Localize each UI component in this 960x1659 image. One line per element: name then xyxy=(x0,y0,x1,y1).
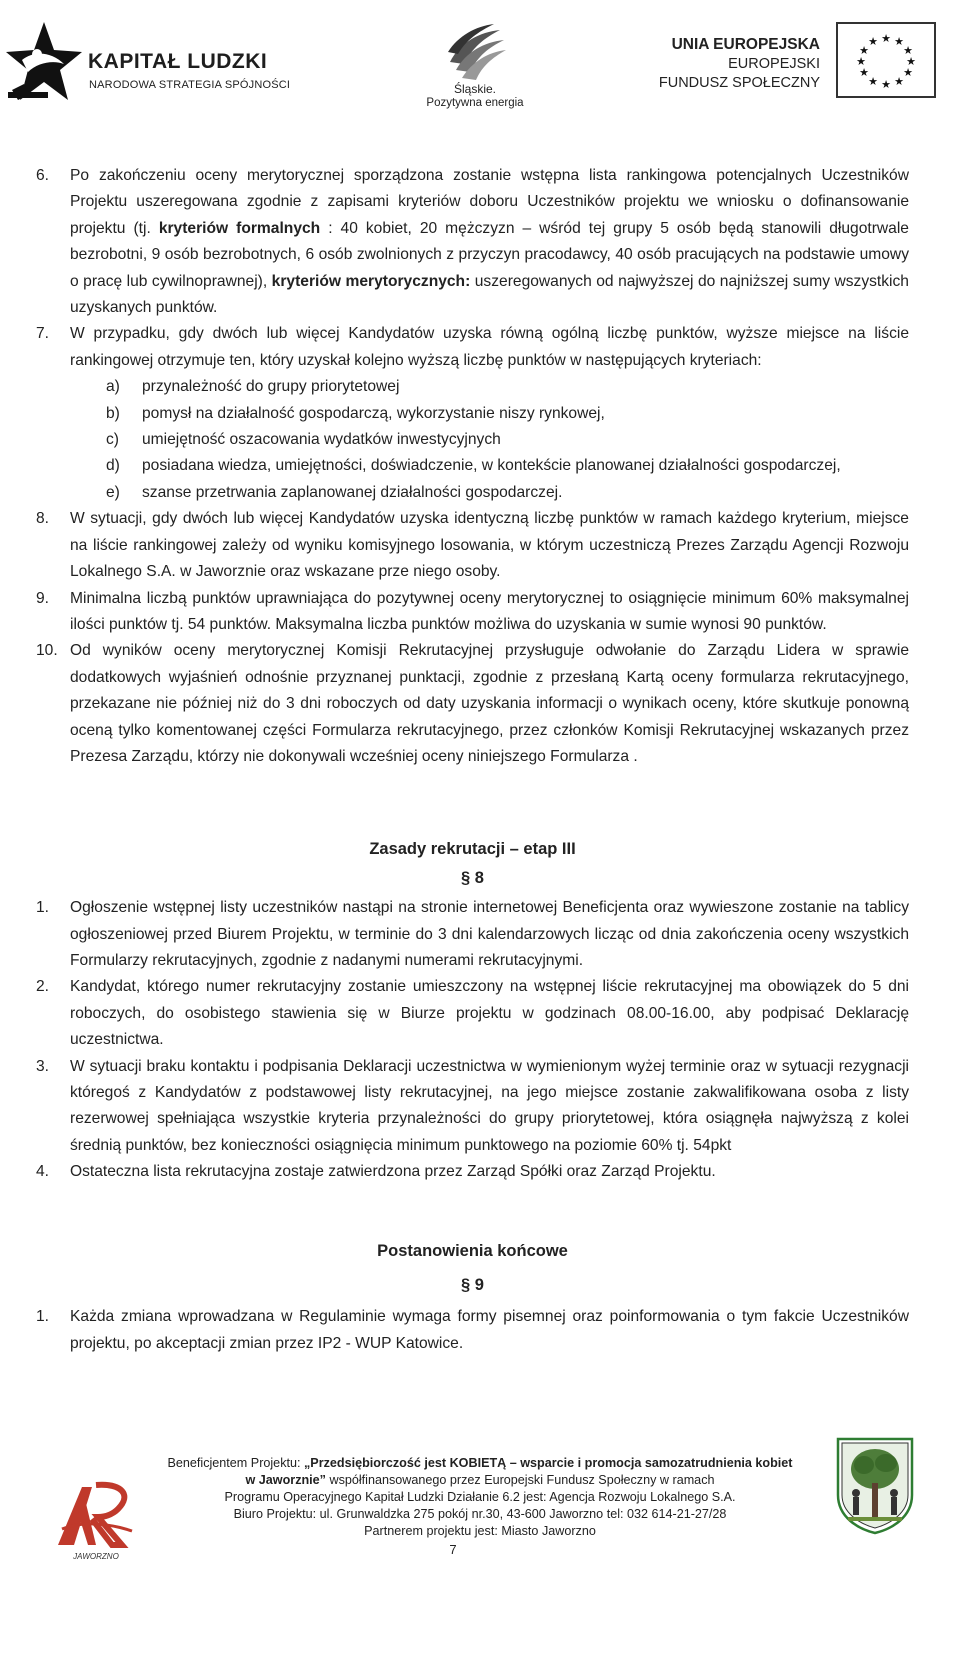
footer-line2: współfinansowanego przez Europejski Fundusz Społeczny w ramach xyxy=(325,1473,715,1487)
sub-item-e xyxy=(36,480,909,506)
item-bold-text: kryteriów merytorycznych: xyxy=(271,272,471,290)
kapital-ludzki-logo xyxy=(4,20,294,110)
svg-text:★: ★ xyxy=(856,55,866,68)
sub-item-a xyxy=(36,374,909,400)
item-text: Kandydat, którego numer rekrutacyjny zostanie umieszczony na wstępnej liście rekrutacyjnej ma obowiązek do 5 dni roboczych, do osobistego stawienia się w Biurze projektu w godzinach 08.00-16.00, aby podpisać Deklarację uczestnictwa. xyxy=(70,978,909,1049)
eu-line-1: UNIA EUROPEJSKA xyxy=(671,36,820,53)
sub-item-text: szanse przetrwania zaplanowanej działalności gospodarczej. xyxy=(142,483,563,501)
list-item-7 xyxy=(36,321,909,374)
coat-of-arms-icon xyxy=(834,1435,916,1535)
svg-text:★: ★ xyxy=(868,75,878,88)
page-header xyxy=(0,0,960,140)
slaskie-name: Śląskie. xyxy=(453,82,497,96)
paragraph-mark-8: § 8 xyxy=(461,868,484,887)
item-number: 7. xyxy=(36,325,50,343)
svg-text:★: ★ xyxy=(903,66,913,79)
section-title-recruitment: Zasady rekrutacji – etap III xyxy=(369,840,576,859)
item-text: Minimalna liczbą punktów uprawniająca do pozytywnej oceny merytorycznej to osiągnięcie minimum 60% maksymalnej ilości punktów tj. 54 punktów. Maksymalna liczba punktów możliwa do uzyskania w sumie wynosi 90 punktów. xyxy=(70,589,909,633)
footer-project-name: „Przedsiębiorczość jest KOBIETĄ – wsparcie i promocja samozatrudnienia kobiet xyxy=(304,1456,793,1470)
jaworzno-crest xyxy=(834,1435,916,1535)
svg-text:★: ★ xyxy=(903,44,913,57)
list-item-s3-1 xyxy=(36,895,909,974)
svg-text:★: ★ xyxy=(868,35,878,48)
list-item-10 xyxy=(36,638,909,770)
item-text: Ogłoszenie wstępnej listy uczestników nastąpi na stronie internetowej Beneficjenta oraz wywieszone zostanie na tablicy ogłoszeniowej przed Biurem Projektu, w terminie do 3 dni kalendarzowych licząc od dnia zakończenia oceny wszystkich Formularzy rekrutacyjnych, zgodnie z nadanymi numerami rekrutacyjnymi. xyxy=(70,899,909,969)
svg-text:★: ★ xyxy=(894,35,904,48)
slaskie-logo xyxy=(420,22,540,117)
list-item-s3-2 xyxy=(36,974,909,1053)
slaskie-emblem-icon xyxy=(420,22,530,82)
item-number: 10. xyxy=(36,642,58,660)
list-item-s4-1 xyxy=(36,1304,909,1357)
eu-line-2: EUROPEJSKI xyxy=(728,56,820,72)
item-text: W przypadku, gdy dwóch lub więcej Kandydatów uzyska równą ogólną liczbę punktów, wyższe miejsce na liście rankingowej otrzymuje ten, który uzyskał kolejno wyższą liczbę punktów w następujących kryteriach: xyxy=(70,325,909,369)
paragraph-mark-9: § 9 xyxy=(461,1276,484,1295)
item-text: : 40 kobiet, 20 mężczyzn – wśród tej grupy 5 osób będą stanowili długotrwale bezrobotni, 9 osób bezrobotnych, 6 osób zwolnionych z przyczyn pracodawcy, 40 osób pracujących na podstawie umowy o pracę lub cywilnoprawnej), xyxy=(70,219,909,290)
list-item-s3-4 xyxy=(36,1159,909,1185)
page-number: 7 xyxy=(449,1542,457,1557)
svg-text:★: ★ xyxy=(881,32,891,45)
section-title-final-provisions: Postanowienia końcowe xyxy=(377,1241,568,1260)
item-number: 8. xyxy=(36,510,50,528)
item-text: uszeregowanych od najwyższej do najniższej sumy wszystkich uzyskanych punktów. xyxy=(70,272,909,317)
item-text: W sytuacji, gdy dwóch lub więcej Kandydatów uzyska identyczną liczbę punktów w ramach każdego kryterium, miejsce na liście rankingowej zależy od wyniku komisyjnego losowania, w którym uczestniczą Prezes Zarządu Agencji Rozwoju Lokalnego S.A. w Jaworznie oraz wskazane prze niego osoby. xyxy=(70,510,909,581)
sub-item-c xyxy=(36,427,909,453)
list-item-9 xyxy=(36,586,909,639)
document-body xyxy=(36,163,909,1357)
list-item-s3-3 xyxy=(36,1054,909,1160)
eu-stars-icon xyxy=(838,24,934,96)
svg-text:★: ★ xyxy=(859,44,869,57)
footer-line3: Programu Operacyjnego Kapitał Ludzki Działanie 6.2 jest: Agencja Rozwoju Lokalnego S.A. xyxy=(224,1490,736,1504)
item-text: Po zakończeniu oceny merytorycznej sporządzona zostanie wstępna lista rankingowa potencjalnych Uczestników Projektu uszeregowana zgodnie z zapisami kryteriów doboru Uczestników projektu we wniosku o dofinansowanie projektu (tj. xyxy=(70,167,909,237)
footer-text xyxy=(150,1455,810,1540)
svg-text:★: ★ xyxy=(881,78,891,91)
sub-item-b xyxy=(36,401,909,427)
sub-item-d xyxy=(36,453,909,479)
sub-item-letter: d) xyxy=(106,457,120,475)
sub-item-letter: b) xyxy=(106,404,120,422)
svg-text:★: ★ xyxy=(859,66,869,79)
eu-logo xyxy=(630,30,950,110)
item-number: 4. xyxy=(36,1163,50,1181)
footer-line4: Biuro Projektu: ul. Grunwaldzka 275 pokój nr.30, 43-600 Jaworzno tel: 032 614-21-27/28 xyxy=(233,1507,727,1521)
sub-item-letter: e) xyxy=(106,483,120,501)
item-number: 2. xyxy=(36,978,50,996)
kapital-ludzki-star-icon xyxy=(4,20,84,110)
item-text: Każda zmiana wprowadzana w Regulaminie wymaga formy pisemnej oraz poinformowania o tym fakcie Uczestników projektu, po akceptacji zmian przez IP2 - WUP Katowice. xyxy=(70,1308,909,1352)
arl-logo-caption: JAWORZNO xyxy=(73,1552,119,1561)
list-item-6 xyxy=(36,163,909,321)
item-text: Od wyników oceny merytorycznej Komisji Rekrutacyjnej przysługuje odwołanie do Zarządu Lidera w sprawie dodatkowych wyjaśnień odnośnie przyznanej punktacji, zgodnie z przesłaną Kartą oceny formularza rekrutacyjnego, przekazane nie później niż do 3 dni roboczych od daty uzyskania informacji o wynikach oceny, które skutkuje ponowną oceną tylko komentowanej części Formularza rekrutacyjnego, przez członków Komisji Rekrutacyjnej wskazanych przez Prezesa Zarządu, którzy nie dokonywali wcześniej oceny niniejszego Formularza . xyxy=(70,642,909,765)
footer-project-name-end: w Jaworznie” xyxy=(245,1473,326,1487)
item-text: Ostateczna lista rekrutacyjna zostaje zatwierdzona przez Zarząd Spółki oraz Zarząd Projektu. xyxy=(70,1163,716,1181)
svg-text:★: ★ xyxy=(906,55,916,68)
item-text: W sytuacji braku kontaktu i podpisania Deklaracji uczestnictwa w wymienionym wyżej terminie oraz w sytuacji rezygnacji któregoś z Kandydatów z podstawowej listy rekrutacyjnej, na jego miejsce zostanie zakwalifikowana osoba z listy rezerwowej spełniająca wszystkie kryteria przynależności do grupy priorytetowej, która osiągnęła najwyższą z kolei średnią punktów, bez konieczności osiągnięcia minimum punktowego na poziomie 60% tj. 54pkt xyxy=(70,1057,909,1154)
sub-item-text: przynależność do grupy priorytetowej xyxy=(142,378,400,396)
kapital-ludzki-title: KAPITAŁ LUDZKI xyxy=(88,50,268,73)
sub-item-text: posiadana wiedza, umiejętności, doświadczenie, w kontekście planowanej działalności gospodarczej, xyxy=(142,457,841,475)
sub-item-text: umiejętność oszacowania wydatków inwestycyjnych xyxy=(142,431,501,449)
item-number: 1. xyxy=(36,899,50,917)
footer-line5: Partnerem projektu jest: Miasto Jaworzno xyxy=(364,1524,596,1538)
item-number: 3. xyxy=(36,1057,50,1075)
eu-line-3: FUNDUSZ SPOŁECZNY xyxy=(658,75,820,91)
sub-item-text: pomysł na działalność gospodarczą, wykorzystanie niszy rynkowej, xyxy=(142,404,605,422)
item-bold-text: kryteriów formalnych xyxy=(158,219,321,237)
sub-item-letter: c) xyxy=(106,431,119,449)
item-number: 1. xyxy=(36,1308,50,1326)
eu-flag xyxy=(836,22,936,98)
list-item-8 xyxy=(36,506,909,585)
slaskie-tagline: Pozytywna energia xyxy=(426,97,524,109)
kapital-ludzki-subtitle: NARODOWA STRATEGIA SPÓJNOŚCI xyxy=(89,79,291,91)
item-number: 6. xyxy=(36,167,50,184)
sub-item-letter: a) xyxy=(106,378,120,396)
item-number: 9. xyxy=(36,589,50,607)
svg-text:★: ★ xyxy=(894,75,904,88)
footer-line1-prefix: Beneficjentem Projektu: xyxy=(167,1456,304,1470)
